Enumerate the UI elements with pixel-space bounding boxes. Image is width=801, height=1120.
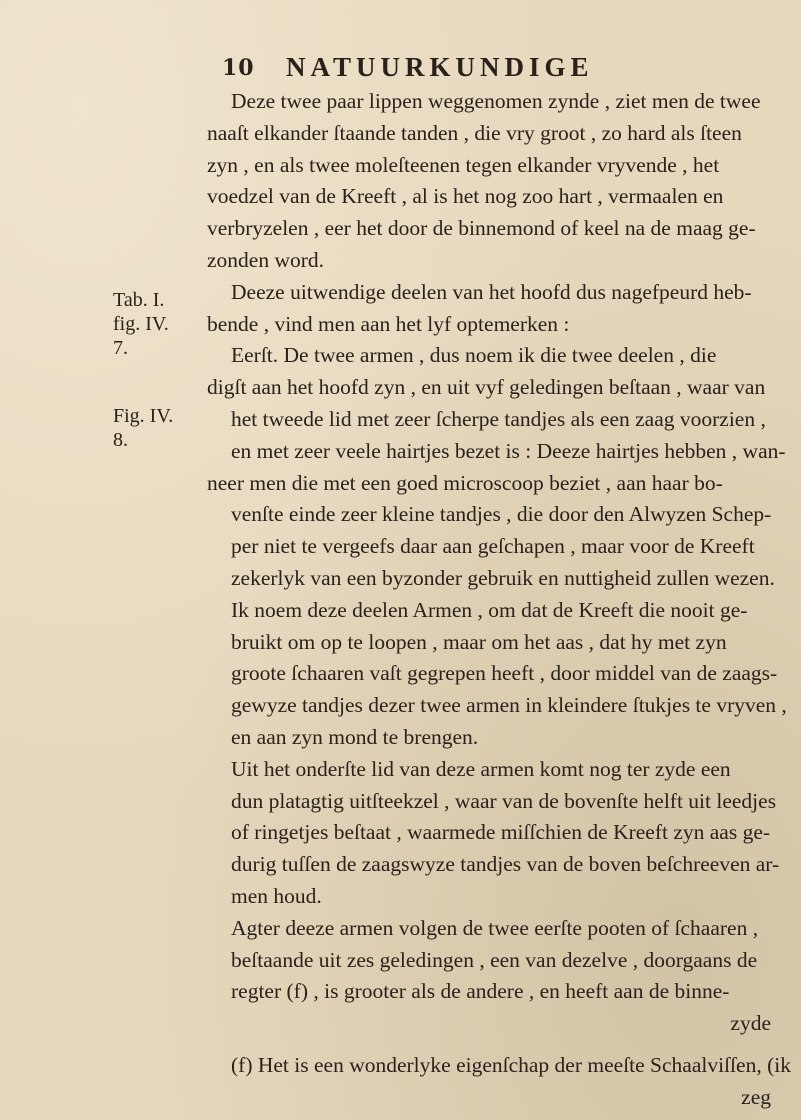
margin-note-line: Tab. I. xyxy=(113,289,165,311)
text-line: zyn , en als twee moleſteenen tegen elkander vryvende , het xyxy=(207,152,720,177)
text-line: bruikt om op te loopen , maar om het aas , dat hy met zyn xyxy=(231,629,727,654)
text-line: dun platagtig uitſteekzel , waar van de bovenſte helft uit leedjes xyxy=(231,788,777,813)
text-line: of ringetjes beſtaat , waarmede miſſchien de Kreeft zyn aas ge- xyxy=(231,820,771,845)
footnote-line: (f) Het is een wonderlyke eigenſchap der meeſte Schaalviſſen, (ik xyxy=(231,1052,791,1077)
text-line: men houd. xyxy=(231,883,322,908)
text-line: bende , vind men aan het lyf optemerken : xyxy=(207,311,570,336)
page-number: 10 xyxy=(222,55,255,81)
text-line: zonden word. xyxy=(207,247,325,272)
text-line: Deeze uitwendige deelen van het hoofd dus nagefpeurd heb- xyxy=(231,279,752,304)
text-line: en aan zyn mond te brengen. xyxy=(231,724,479,749)
body-text xyxy=(207,86,791,1114)
margin-note-line: 7. xyxy=(113,337,128,359)
margin-note-line: 8. xyxy=(113,429,128,451)
text-line: groote ſchaaren vaſt gegrepen heeft , door middel van de zaags- xyxy=(231,661,778,686)
text-line: naaſt elkander ſtaande tanden , die vry groot , zo hard als ſteen xyxy=(207,120,742,145)
text-line: Eerſt. De twee armen , dus noem ik die twee deelen , die xyxy=(231,343,717,368)
catchword: zyde xyxy=(730,1011,771,1036)
footnote-catchword: zeg xyxy=(741,1084,771,1109)
text-line: zekerlyk van een byzonder gebruik en nuttigheid zullen wezen. xyxy=(231,565,775,590)
text-line: voedzel van de Kreeft , al is het nog zoo hart , vermaalen en xyxy=(207,184,724,209)
text-line: het tweede lid met zeer ſcherpe tandjes als een zaag voorzien , xyxy=(231,406,766,431)
margin-note-line: fig. IV. xyxy=(113,313,169,335)
margin-note-fig-iv-8 xyxy=(113,404,173,452)
text-line: en met zeer veele hairtjes bezet is : Deeze hairtjes hebben , wan- xyxy=(231,438,786,463)
text-line: gewyze tandjes dezer twee armen in kleindere ſtukjes te vryven , xyxy=(231,693,787,718)
text-line: Agter deeze armen volgen de twee eerſte pooten of ſchaaren , xyxy=(231,915,759,940)
text-line: digſt aan het hoofd zyn , en uit vyf geledingen beſtaan , waar van xyxy=(207,375,766,400)
text-line: Uit het onderſte lid van deze armen komt nog ter zyde een xyxy=(231,756,731,781)
text-line: per niet te vergeefs daar aan geſchapen , maar voor de Kreeft xyxy=(231,534,755,559)
text-line: regter (f) , is grooter als de andere , en heeft aan de binne- xyxy=(231,979,730,1004)
text-line: Deze twee paar lippen weggenomen zynde , ziet men de twee xyxy=(231,89,761,113)
text-line: durig tuſſen de zaagswyze tandjes van de boven beſchreeven ar- xyxy=(231,852,780,877)
margin-note-tab-fig-iv xyxy=(113,288,169,360)
text-line: neer men die met een goed microscoop beziet , aan haar bo- xyxy=(207,470,723,495)
text-line: Ik noem deze deelen Armen , om dat de Kreeft die nooit ge- xyxy=(231,597,748,622)
running-head-title: NATUURKUNDIGE xyxy=(286,52,594,82)
text-line: venſte einde zeer kleine tandjes , die door den Alwyzen Schep- xyxy=(231,502,772,527)
text-line: verbryzelen , eer het door de binnemond of keel na de maag ge- xyxy=(207,216,756,241)
text-line: beſtaande uit zes geledingen , een van dezelve , doorgaans de xyxy=(231,947,758,972)
margin-note-line: Fig. IV. xyxy=(113,405,174,427)
